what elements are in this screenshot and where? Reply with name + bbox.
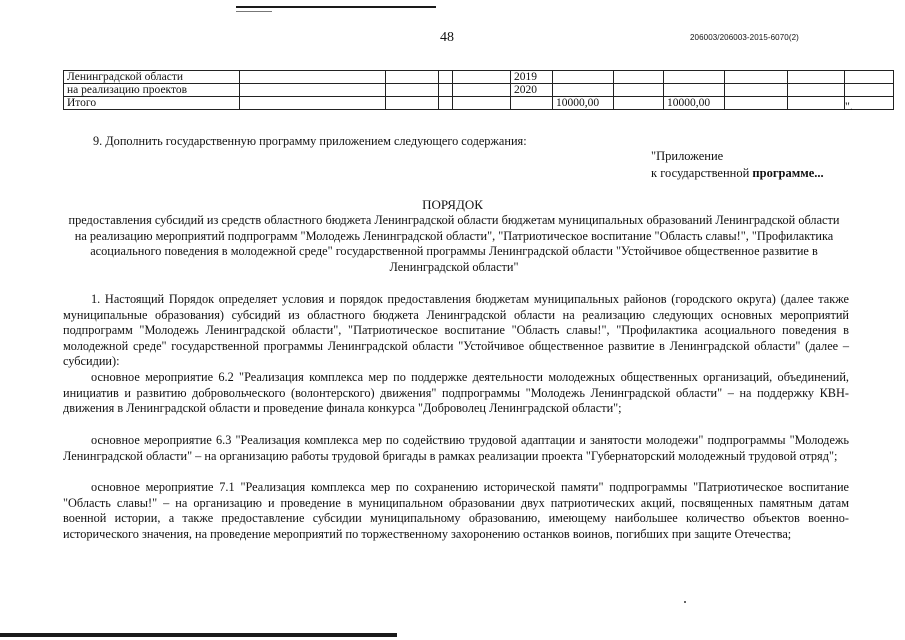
paragraph-3 bbox=[63, 433, 849, 464]
table-cell bbox=[386, 71, 439, 84]
paragraph-4 bbox=[63, 480, 849, 542]
table-cell bbox=[614, 84, 664, 97]
table-cell bbox=[453, 71, 511, 84]
table-cell bbox=[453, 97, 511, 110]
table-cell bbox=[788, 71, 845, 84]
table-cell bbox=[664, 71, 725, 84]
table-cell bbox=[614, 97, 664, 110]
scan-speck bbox=[684, 601, 686, 603]
appendix-label: "Приложение bbox=[651, 149, 724, 163]
paragraph-2 bbox=[63, 370, 849, 417]
table-cell-amount: 10000,00 bbox=[664, 97, 725, 110]
table-cell bbox=[511, 97, 553, 110]
scan-artifact-bottom-line bbox=[0, 633, 397, 637]
table-cell-amount: 10000,00 bbox=[553, 97, 614, 110]
document-subtitle: предоставления субсидий из средств областного бюджета Ленинградской области бюджетам муниципальных образований Ленинградской области на реализацию мероприятий подпрограмм "Молодежь Ленинградской области", "Патриотическое воспитание "Область славы!", "Профилактика асоциального поведения в молодежной среде" государственной программы Ленинградской области "Устойчивое общественное развитие в Ленинградской области" bbox=[68, 213, 840, 274]
table-cell bbox=[725, 71, 788, 84]
paragraph-text: основное мероприятие 6.3 "Реализация комплекса мер по содействию трудовой адаптации и занятости молодежи" подпрограммы "Молодежь Ленинградской области" – на организацию работы трудовой бригады в рамках реализации проекта "Губернаторский молодежный трудовой отряд"; bbox=[63, 433, 849, 463]
table-cell bbox=[240, 97, 386, 110]
table-cell bbox=[439, 84, 453, 97]
table-cell: на реализацию проектов bbox=[64, 84, 240, 97]
table-cell bbox=[845, 84, 894, 97]
table-cell bbox=[386, 84, 439, 97]
table-cell bbox=[664, 84, 725, 97]
table-cell bbox=[553, 71, 614, 84]
table-cell-total-label: Итого bbox=[64, 97, 240, 110]
table-row bbox=[64, 84, 894, 97]
table-cell bbox=[553, 84, 614, 97]
table-cell-year: 2020 bbox=[511, 84, 553, 97]
table-cell bbox=[439, 71, 453, 84]
table-row-total bbox=[64, 97, 894, 110]
page-number: 48 bbox=[440, 30, 454, 45]
table-cell bbox=[788, 84, 845, 97]
scan-artifact-line bbox=[236, 6, 436, 8]
table-cell bbox=[788, 97, 845, 110]
document-code: 206003/206003-2015-6070(2) bbox=[690, 33, 799, 42]
table-cell bbox=[725, 84, 788, 97]
table-cell bbox=[453, 84, 511, 97]
appendix-reference-normal: к государственной bbox=[651, 166, 750, 180]
table-cell bbox=[386, 97, 439, 110]
table-cell: Ленинградской области bbox=[64, 71, 240, 84]
scan-artifact-line-thin bbox=[236, 11, 272, 12]
table-cell bbox=[614, 71, 664, 84]
paragraph-text: 1. Настоящий Порядок определяет условия и порядок предоставления бюджетам муниципальных районов (городского округа) (далее также муниципальные образования) субсидий из областного бюджета Ленинградской области на реализацию следующих основных мероприятий подпрограмм "Молодежь Ленинградской области", "Патриотическое воспитание "Область славы!", "Профилактика асоциального поведения в молодежной среде" государственной программы Ленинградской области "Устойчивое общественное развитие в Ленинградской области" (далее – субсидии): bbox=[63, 292, 849, 368]
intro-paragraph: 9. Дополнить государственную программу приложением следующего содержания: bbox=[93, 134, 527, 148]
table-cell bbox=[240, 71, 386, 84]
appendix-reference-bold: программе... bbox=[752, 166, 824, 180]
table-cell bbox=[240, 84, 386, 97]
closing-quote: ". bbox=[845, 99, 853, 113]
document-title: ПОРЯДОК bbox=[422, 197, 483, 212]
paragraph-1 bbox=[63, 292, 849, 370]
table-row bbox=[64, 71, 894, 84]
paragraph-text: основное мероприятие 6.2 "Реализация комплекса мер по поддержке деятельности молодежных общественных организаций, объединений, инициатив и развитию добровольческого (волонтерского) движения" подпрограммы "Молодежь Ленинградской области" – на поддержку КВН-движения в Ленинградской области и проведение финала конкурса "Доброволец Ленинградской области"; bbox=[63, 370, 849, 415]
table-cell bbox=[725, 97, 788, 110]
financing-table bbox=[63, 70, 894, 110]
table-cell-year: 2019 bbox=[511, 71, 553, 84]
appendix-reference bbox=[651, 166, 824, 182]
table-cell bbox=[439, 97, 453, 110]
table-cell bbox=[845, 71, 894, 84]
paragraph-text: основное мероприятие 7.1 "Реализация комплекса мер по сохранению исторической памяти" подпрограммы "Патриотическое воспитание "Область славы!" – на организацию и проведение в муниципальном образовании двух патриотических акций, посвященных памятным датам военной истории, а также предоставление субсидии муниципальному образованию, имеющему наибольшее количество объектов военно-исторического значения, на проведение мероприятий по торжественному захоронению останков воинов, погибших при защите Отечества; bbox=[63, 480, 849, 541]
